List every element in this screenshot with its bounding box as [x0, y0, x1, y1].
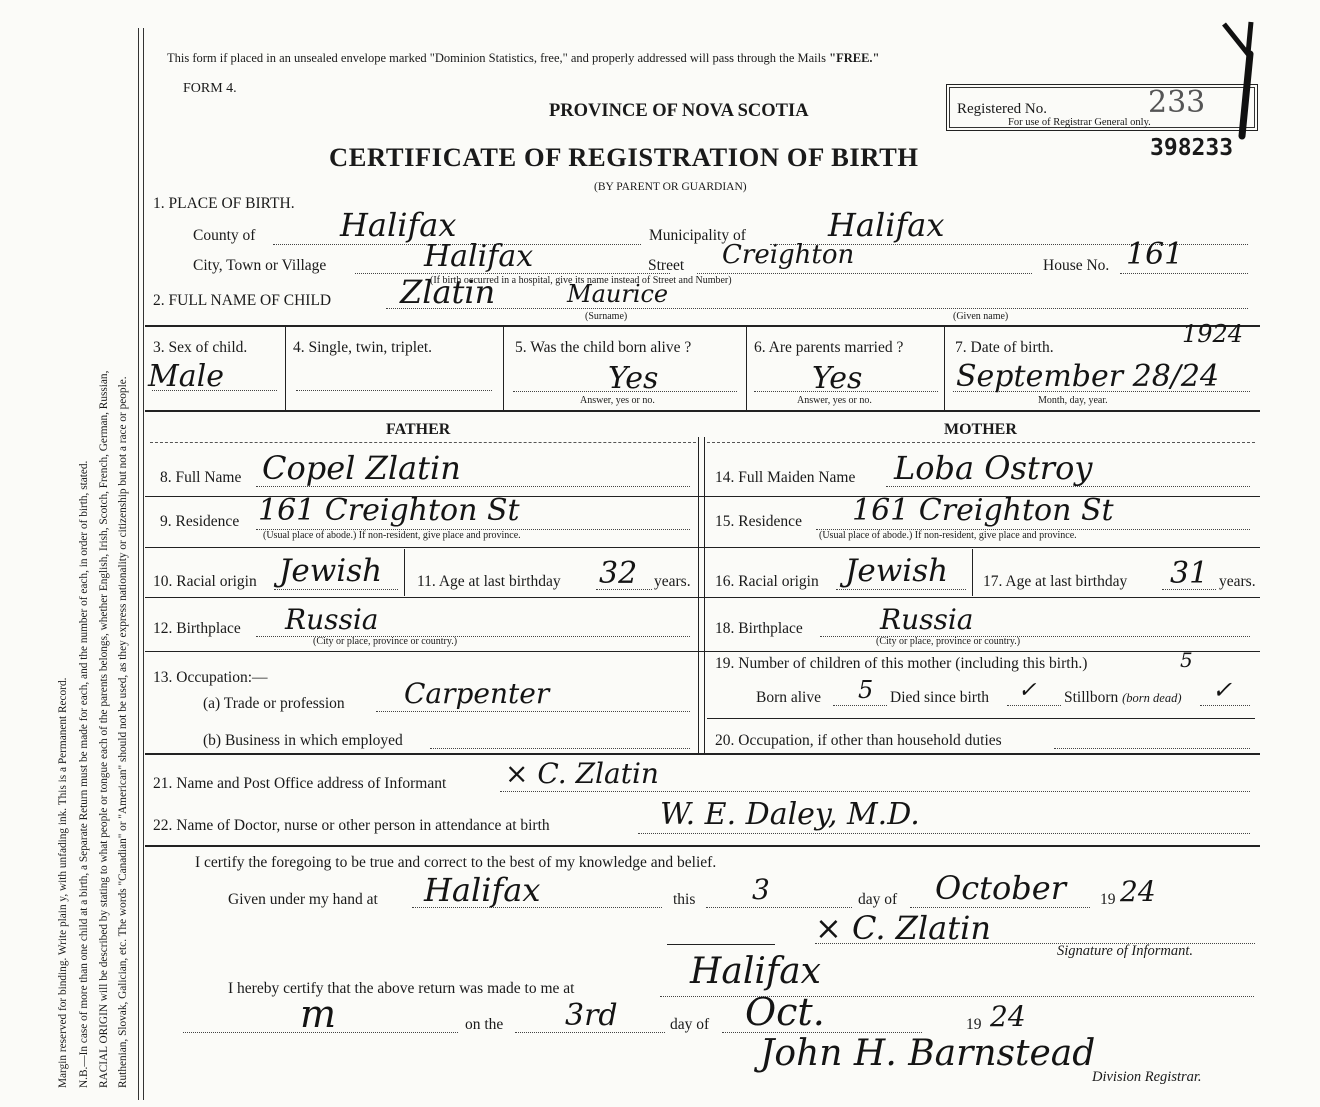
- mother-age-unit: years.: [1219, 573, 1256, 590]
- city-label: City, Town or Village: [193, 257, 327, 274]
- born-alive-count-label: Born alive: [756, 689, 821, 706]
- father-race-label: 10. Racial origin: [153, 573, 257, 590]
- house-number-line: [1120, 273, 1248, 274]
- doctor-label: 22. Name of Doctor, nurse or other person in attendance at birth: [153, 817, 550, 834]
- child-surname-value: Zlatin: [400, 273, 496, 311]
- registrar-day-value: 3rd: [565, 998, 618, 1033]
- page-title: CERTIFICATE OF REGISTRATION OF BIRTH: [329, 142, 919, 172]
- father-name-label: 8. Full Name: [160, 469, 242, 486]
- father-birthplace-label: 12. Birthplace: [153, 620, 241, 637]
- father-mother-divider-2: [704, 437, 705, 753]
- place-of-birth-heading: 1. PLACE OF BIRTH.: [153, 195, 295, 212]
- born-alive-count-line: [833, 705, 887, 706]
- mother-occupation-line: [1054, 748, 1250, 749]
- registrar-place-value: Halifax: [690, 951, 821, 992]
- registrar-year-value: 24: [990, 1000, 1026, 1033]
- day-line: [706, 907, 852, 908]
- business-line: [430, 748, 690, 749]
- margin-note-multiple-births: N.B.—In case of more than one child at a birth, a Separate Return must be made for each, and the number of each, in order of birth, stated.: [78, 460, 90, 1088]
- county-label: County of: [193, 227, 256, 244]
- divider-8: [145, 845, 1260, 847]
- margin-note-nationality: Ruthenian, Slovak, Galician, etc. The words "Canadian" or "American" should not be used, as they express nationality or citizenship but not a race or people.: [117, 376, 129, 1088]
- date-of-birth-value: September 28/24: [956, 359, 1220, 394]
- signature-caption: Signature of Informant.: [1057, 943, 1194, 959]
- father-top-rule: [150, 442, 696, 443]
- municipality-label: Municipality of: [649, 227, 746, 244]
- registrar-day-of-label: day of: [670, 1016, 710, 1033]
- mother-residence-note: (Usual place of abode.) If non-resident, give place and province.: [819, 530, 1077, 541]
- child-name-line: [386, 308, 1248, 309]
- stillborn-line: [1200, 705, 1250, 706]
- single-twin-label: 4. Single, twin, triplet.: [293, 339, 433, 356]
- father-name-value: Copel Zlatin: [262, 449, 461, 487]
- city-value: Halifax: [424, 239, 534, 274]
- form-number: FORM 4.: [183, 81, 237, 96]
- house-number-label: House No.: [1043, 257, 1110, 274]
- informant-line: [500, 791, 1250, 792]
- sex-label: 3. Sex of child.: [153, 339, 248, 356]
- father-race-value: Jewish: [279, 553, 383, 589]
- date-of-birth-note: Month, day, year.: [1038, 395, 1108, 406]
- mother-occupation-label: 20. Occupation, if other than household duties: [715, 732, 1002, 749]
- mother-race-label: 16. Racial origin: [715, 573, 819, 590]
- given-place-value: Halifax: [424, 871, 541, 909]
- father-age-unit: years.: [654, 573, 691, 590]
- registrar-initial: m: [300, 992, 337, 1036]
- street-label: Street: [648, 257, 685, 274]
- certify-text: I certify the foregoing to be true and correct to the best of my knowledge and belief.: [195, 854, 717, 871]
- died-since-birth-value: ✓: [1018, 678, 1037, 703]
- born-alive-answer: Yes: [608, 361, 659, 396]
- municipality-value: Halifax: [828, 206, 945, 244]
- mother-age-label: 17. Age at last birthday: [983, 573, 1128, 590]
- children-count-label: 19. Number of children of this mother (including this birth.): [715, 655, 1088, 672]
- trade-line: [376, 711, 690, 712]
- stillborn-label: Stillborn (born dead): [1064, 689, 1182, 706]
- mother-age-value: 31: [1170, 556, 1209, 591]
- registrar-note: For use of Registrar General only.: [1008, 117, 1151, 128]
- divider-col-2: [503, 327, 504, 410]
- short-rule: [667, 944, 775, 945]
- registrar-signature: John H. Barnstead: [760, 1033, 1096, 1074]
- father-occupation-heading: 13. Occupation:—: [153, 669, 268, 686]
- father-residence-note: (Usual place of abode.) If non-resident, give place and province.: [263, 530, 521, 541]
- divider-1: [145, 325, 1260, 327]
- born-alive-question: 5. Was the child born alive ?: [515, 339, 692, 356]
- parents-married-answer: Yes: [812, 361, 863, 396]
- father-mother-divider: [698, 437, 699, 753]
- business-label: (b) Business in which employed: [203, 732, 403, 749]
- mother-residence-value: 161 Creighton St: [852, 493, 1114, 528]
- divider-5: [145, 597, 1260, 598]
- born-alive-note: Answer, yes or no.: [580, 395, 655, 406]
- mother-top-rule: [707, 442, 1255, 443]
- father-race-line: [274, 589, 398, 590]
- died-since-birth-line: [1007, 705, 1061, 706]
- street-value: Creighton: [722, 240, 855, 270]
- father-race-age-divider: [404, 549, 405, 596]
- check-mark: [1216, 14, 1266, 144]
- registrar-month-value: Oct.: [745, 990, 825, 1034]
- date-of-birth-year-mark: 1924: [1182, 320, 1244, 348]
- registrar-certify-text: I hereby certify that the above return was made to me at: [228, 980, 575, 997]
- hospital-note: (If birth occurred in a hospital, give its name instead of Street and Number): [430, 275, 732, 286]
- registrar-year-prefix: 19: [966, 1016, 982, 1033]
- mother-row-19-rule: [707, 718, 1255, 719]
- divider-col-1: [285, 327, 286, 410]
- date-of-birth-label: 7. Date of birth.: [955, 339, 1054, 356]
- registered-label: Registered No.: [957, 101, 1047, 117]
- mother-race-line: [836, 589, 966, 590]
- born-alive-count-value: 5: [858, 676, 874, 704]
- subtitle: (BY PARENT OR GUARDIAN): [594, 181, 747, 193]
- year-prefix: 19: [1100, 891, 1116, 908]
- father-birthplace-value: Russia: [285, 603, 379, 636]
- margin-note-binding: Margin reserved for binding. Write plain y, with unfading ink. This is a Permanent Record.: [57, 677, 69, 1088]
- father-birthplace-note: (City or place, province or country.): [313, 636, 458, 647]
- margin-note-racial-origin: RACIAL ORIGIN will be described by stating to what people or tongue each of the parents belongs, whether English, Irish, Scotch, French, German, Russian,: [98, 370, 110, 1088]
- trade-value: Carpenter: [404, 677, 550, 710]
- given-label: Given under my hand at: [228, 891, 378, 908]
- mother-race-value: Jewish: [845, 553, 949, 589]
- divider-6: [145, 651, 1260, 652]
- divider-4: [145, 547, 1260, 548]
- day-value: 3: [752, 873, 770, 906]
- county-value: Halifax: [340, 206, 457, 244]
- children-count-value: 5: [1180, 648, 1193, 672]
- mother-heading: MOTHER: [944, 421, 1017, 438]
- died-since-birth-label: Died since birth: [890, 689, 990, 706]
- parents-married-question: 6. Are parents married ?: [754, 339, 904, 356]
- registered-number: 233: [1148, 85, 1206, 120]
- day-of-label: day of: [858, 891, 898, 908]
- divider-7: [145, 753, 1260, 755]
- mother-birthplace-value: Russia: [880, 603, 974, 636]
- informant-label: 21. Name and Post Office address of Informant: [153, 775, 447, 792]
- divider-col-4: [944, 327, 945, 410]
- divider-2: [145, 410, 1260, 412]
- on-the-label: on the: [465, 1016, 504, 1033]
- trade-label: (a) Trade or profession: [203, 695, 345, 712]
- this-label: this: [673, 891, 696, 908]
- single-twin-line: [296, 390, 492, 391]
- parents-married-note: Answer, yes or no.: [797, 395, 872, 406]
- father-heading: FATHER: [386, 421, 451, 438]
- sex-value: Male: [148, 359, 224, 394]
- month-line: [910, 907, 1090, 908]
- father-residence-label: 9. Residence: [160, 513, 240, 530]
- mother-name-label: 14. Full Maiden Name: [715, 469, 856, 486]
- father-age-label: 11. Age at last birthday: [417, 573, 561, 590]
- street-line: [697, 273, 1032, 274]
- given-name-note: (Given name): [953, 311, 1009, 322]
- father-residence-value: 161 Creighton St: [258, 493, 520, 528]
- child-given-name-value: Maurice: [567, 280, 669, 308]
- mother-race-age-divider: [972, 549, 973, 596]
- child-name-label: 2. FULL NAME OF CHILD: [153, 292, 332, 309]
- informant-signature: × C. Zlatin: [815, 909, 991, 947]
- doctor-line: [638, 833, 1250, 834]
- house-number-value: 161: [1126, 237, 1184, 272]
- binding-margin-rule: [138, 28, 144, 1100]
- doctor-value: W. E. Daley, M.D.: [660, 797, 920, 832]
- mother-birthplace-note: (City or place, province or country.): [876, 636, 1021, 647]
- informant-value: × C. Zlatin: [505, 757, 659, 790]
- mother-name-value: Loba Ostroy: [894, 449, 1093, 487]
- father-age-value: 32: [599, 556, 638, 591]
- surname-note: (Surname): [585, 311, 628, 322]
- registrar-caption: Division Registrar.: [1092, 1069, 1202, 1085]
- stamped-number: 398233: [1150, 135, 1234, 161]
- mother-birthplace-label: 18. Birthplace: [715, 620, 803, 637]
- postal-note: This form if placed in an unsealed envelope marked "Dominion Statistics, free," and properly addressed will pass through the Mails "FREE.": [167, 51, 880, 65]
- year-value: 24: [1120, 875, 1156, 908]
- mother-residence-label: 15. Residence: [715, 513, 802, 530]
- divider-col-3: [746, 327, 747, 410]
- month-value: October: [935, 869, 1066, 907]
- province-heading: PROVINCE OF NOVA SCOTIA: [549, 101, 809, 121]
- stillborn-value: ✓: [1212, 676, 1233, 704]
